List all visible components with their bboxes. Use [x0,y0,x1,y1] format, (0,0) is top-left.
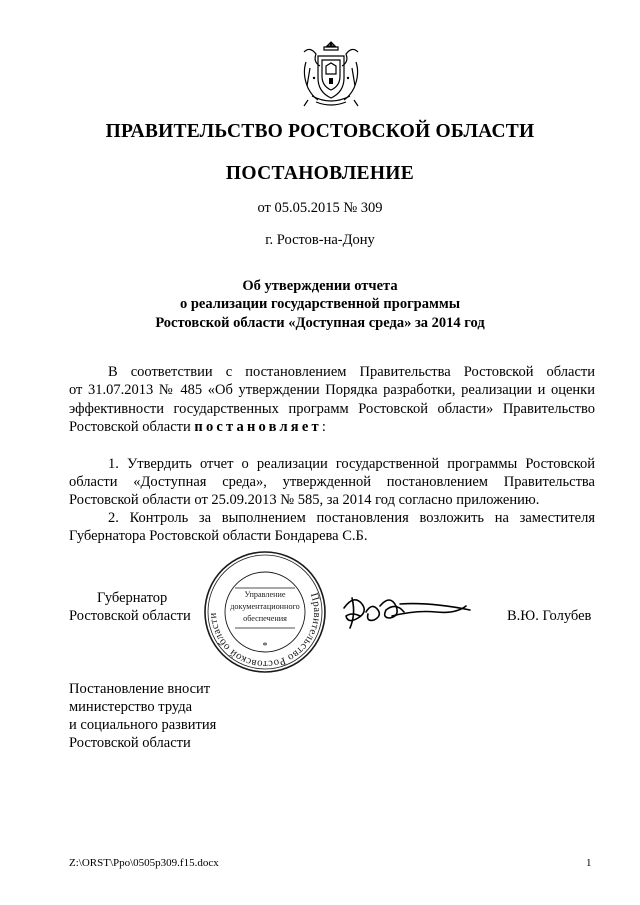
preamble-line: от 31.07.2013 № 485 «Об утверждении Порядка разработки, реализации и оценки [69,382,595,398]
signatory-region: Ростовской области [69,608,191,624]
introducer-line: и социального развития [69,717,217,733]
item-1-line: 1. Утвердить отчет о реализации государственной программы Ростовской [108,456,595,472]
item-1-line: Ростовской области от 25.09.2013 № 585, за 2014 год согласно приложению. [69,492,540,508]
preamble-line: эффективности государственных программ Ростовской области» Правительство [69,401,595,417]
preamble-text: Ростовской области [69,419,195,435]
document-city: г. Ростов-на-Дону [265,232,375,248]
signatory-name: В.Ю. Голубев [507,608,592,624]
preamble-line: В соответствии с постановлением Правительства Ростовской области [108,364,595,380]
seal-inner-line: обеспечения [243,614,287,623]
document-date-number: от 05.05.2015 № 309 [257,200,383,216]
government-title: ПРАВИТЕЛЬСТВО РОСТОВСКОЙ ОБЛАСТИ [105,121,535,142]
seal-star-icon: * [262,641,268,652]
seal-inner-line: документационного [230,602,300,611]
document-type-heading: ПОСТАНОВЛЕНИЕ [225,163,415,184]
preamble-colon: : [321,419,326,435]
coat-of-arms-emblem [296,38,366,110]
introducer-line: Постановление вносит [69,681,211,697]
subject-line: Ростовской области «Доступная среда» за 2014 год [155,315,485,331]
item-2-line: Губернатора Ростовской области Бондарева С.Б. [69,528,368,544]
item-1-line: области «Доступная среда», утвержденной постановлением Правительства [69,474,595,490]
subject-line: о реализации государственной программы [179,296,461,312]
signatory-post: Губернатор [97,590,168,606]
handwritten-signature [340,586,490,636]
seal-ring-text: Правительство Ростовской области [206,591,324,671]
footer-file-path: Z:\ORST\Ppo\0505p309.f15.docx [69,857,219,869]
preamble-line-final [69,419,595,436]
seal-inner-line: Управление [244,590,286,599]
introducer-line: Ростовской области [69,735,191,751]
resolution-keyword: постановляет [194,419,322,435]
item-2-line: 2. Контроль за выполнением постановления возложить на заместителя [108,510,595,526]
introducer-line: министерство труда [69,699,193,715]
page-number: 1 [586,857,592,869]
subject-line: Об утверждении отчета [242,278,398,294]
official-seal-stamp [203,550,327,674]
